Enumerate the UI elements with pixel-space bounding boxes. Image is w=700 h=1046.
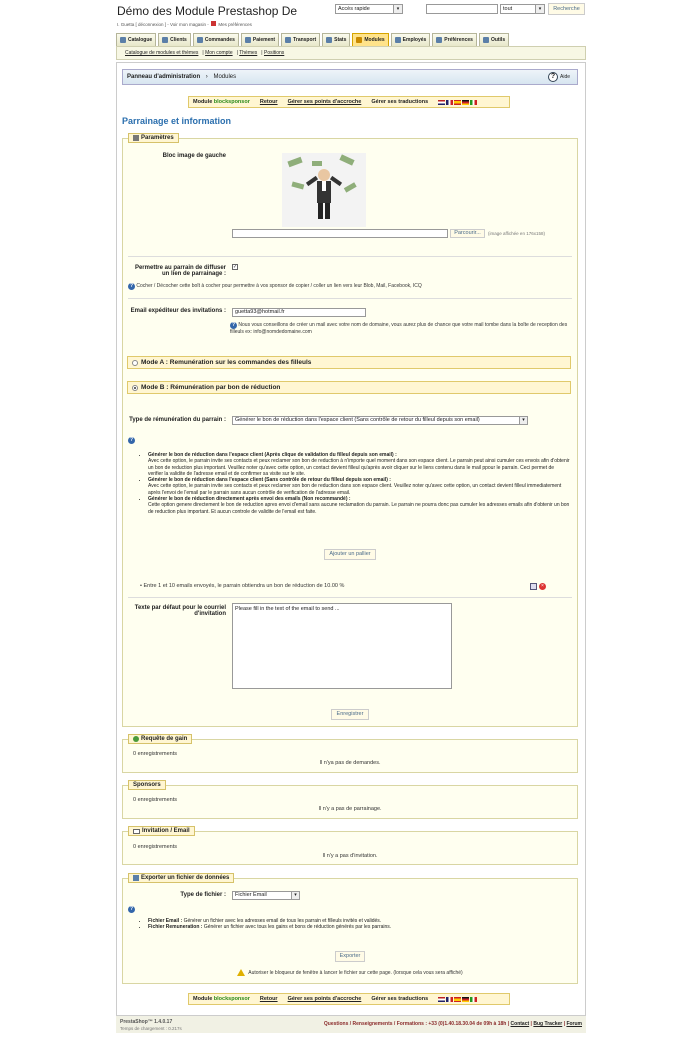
allow-link-help <box>128 283 568 290</box>
invitations-empty: Il n'y a pas d'invitation. <box>322 853 378 859</box>
flag-es-icon[interactable] <box>454 100 461 105</box>
sender-email-label: Email expéditeur des invitations : <box>130 308 226 314</box>
browse-button[interactable]: Parcourir... <box>450 229 485 238</box>
help-icon: ? <box>129 906 134 912</box>
tab-label: Préférences <box>444 37 473 43</box>
remuneration-help <box>128 437 135 444</box>
option-title: Générer le bon de réduction dans l'espace client (Après clique de validation du filleul depuis son email) : <box>148 452 397 458</box>
money-icon <box>133 736 139 742</box>
option-title: Générer le bon de réduction dans l'espace client (Sans contrôle de retour du filleul depuis son email) : <box>148 477 391 484</box>
subnav-themes[interactable]: Thèmes <box>239 50 258 56</box>
stats-icon <box>326 37 332 43</box>
image-label: Bloc image de gauche <box>162 153 226 159</box>
footer-links: Questions / Renseignements / Formations : +33 (0)1.40.18.30.04 de 09h à 18h | Contact | Bug Tracker | Forum <box>323 1021 582 1027</box>
flag-links <box>438 997 477 1002</box>
tools-icon <box>483 37 489 43</box>
tab-outils[interactable] <box>479 33 509 46</box>
hooks-link[interactable]: Gérer ses points d'accroche <box>287 99 362 105</box>
export-item-title: Fichier Remuneration : <box>148 924 203 931</box>
tab-paiement[interactable] <box>241 33 279 46</box>
sponsors-count: 0 enregistrements <box>133 797 178 803</box>
requests-empty: Il n'ya pas de demandes. <box>319 760 381 766</box>
export-items-list <box>140 918 570 931</box>
module-toolbar-top <box>188 96 510 108</box>
sender-email-input[interactable]: guetta93@hotmail.fr <box>232 308 366 317</box>
export-warning-text: Autoriser le bloqueur de fenêtre à lancer le fichier sur cette page. (lorsque cela vous sera affiché) <box>248 969 463 976</box>
allow-link-checkbox[interactable]: ✓ <box>233 264 238 270</box>
subnav-mon-compte[interactable]: Mon compte <box>205 50 233 56</box>
prefs-link[interactable]: Mes préférences <box>218 22 252 27</box>
export-help <box>128 906 135 913</box>
list-item <box>148 924 570 930</box>
shop-title: Démo des Module Prestashop De <box>117 4 298 18</box>
tab-catalogue[interactable] <box>116 33 156 46</box>
module-name: blocksponsor <box>213 996 250 1002</box>
subnav-positions[interactable]: Positions <box>263 50 285 56</box>
tier-rule-text: Entre 1 et 10 emails envoyés, le parrain obtiendra un bon de réduction de 10.00 % <box>143 583 345 589</box>
tab-label: Catalogue <box>128 37 153 43</box>
tab-label: Outils <box>490 37 506 43</box>
export-legend <box>128 873 234 883</box>
hooks-link[interactable]: Gérer ses points d'accroche <box>287 996 362 1002</box>
help-icon: ? <box>231 322 236 328</box>
separator <box>128 298 572 299</box>
tab-label: Transport <box>293 37 317 43</box>
list-item <box>148 477 570 496</box>
mode-b-header[interactable] <box>127 381 571 394</box>
tier-rule: • Entre 1 et 10 emails envoyés, le parrain obtiendra un bon de réduction de 10.00 % <box>140 583 345 589</box>
params-legend <box>128 133 179 143</box>
requests-legend-text: Requête de gain <box>141 735 188 742</box>
module-name-label <box>193 994 250 1004</box>
option-title: Générer le bon de réduction directement après envoi des emails (Non recommandé) : <box>148 496 351 503</box>
file-type-value: Fichier Email <box>235 892 267 898</box>
catalog-icon <box>120 37 126 43</box>
search-input[interactable] <box>426 4 498 14</box>
sub-navigation: Catalogue de modules et thèmes | Mon compte | Thèmes | Positions <box>116 46 586 60</box>
mode-a-radio[interactable] <box>132 360 138 366</box>
invitations-legend <box>128 826 195 836</box>
footer-load-time: Temps de chargement : 0.217s <box>120 1026 182 1031</box>
orders-icon <box>197 37 203 43</box>
help-button[interactable] <box>548 72 574 83</box>
footer <box>116 1015 586 1033</box>
tab-label: Employés <box>402 37 427 43</box>
separator <box>128 256 572 257</box>
footer-forum-link[interactable]: Forum <box>566 1021 582 1027</box>
help-icon: ? <box>129 283 134 289</box>
help-icon: ? <box>129 437 134 443</box>
chevron-down-icon: ▾ <box>393 5 402 13</box>
search-button[interactable]: Recherche <box>548 3 585 15</box>
requests-fieldset <box>122 739 578 773</box>
help-label: Aide <box>560 74 571 80</box>
flag-en-icon[interactable] <box>438 100 445 105</box>
list-item <box>148 496 570 515</box>
chevron-down-icon: ▾ <box>519 417 527 424</box>
tab-label: Modules <box>364 37 385 43</box>
module-name-label <box>193 97 250 107</box>
export-item-text: Générer un fichier avec tous les gains et bons de réduction générés par les parrains. <box>203 924 392 931</box>
back-link[interactable]: Retour <box>259 99 278 105</box>
module-prefix: Module <box>193 996 213 1002</box>
translations-label: Gérer ses traductions <box>371 99 429 105</box>
sender-email-help-text: Nous vous conseillons de créer un mail avec votre nom de domaine, vous aurez plus de chance que votre mail tombe dans la boîte de reception des filleuls ex: info@nomdedomaine.com <box>230 322 568 335</box>
tab-modules[interactable] <box>352 33 388 46</box>
export-item-title: Fichier Email : <box>148 918 183 924</box>
mode-a-label: Mode A : Remunération sur les commandes des filleuls <box>141 359 312 366</box>
footer-version: PrestaShop™ 1.4.0.17 <box>120 1019 173 1025</box>
tab-label: Stats <box>334 37 347 43</box>
flag-it-icon[interactable] <box>470 997 477 1002</box>
flag-fr-icon[interactable] <box>446 997 453 1002</box>
mode-b-label: Mode B : Rémunération par bon de réduction <box>141 384 281 391</box>
truck-icon <box>285 37 291 43</box>
module-prefix: Module <box>193 99 213 105</box>
subnav-catalogue-modules[interactable]: Catalogue de modules et thèmes <box>125 50 199 56</box>
user-links[interactable]: I. Guetta [ déconnexion ] - Voir mon magasin - <box>117 22 209 27</box>
invitations-legend-text: Invitation / Email <box>142 827 190 834</box>
flag-links <box>438 100 477 105</box>
flag-de-icon[interactable] <box>462 997 469 1002</box>
default-text-area[interactable]: Please fill in the text of the email to send ... <box>232 603 452 689</box>
allow-link-label: Permettre au parrain de diffuser un lien de parrainage : <box>134 265 226 277</box>
tab-label: Commandes <box>204 37 235 43</box>
sponsor-image <box>282 153 366 227</box>
email-icon <box>133 829 140 834</box>
remuneration-type-value: Générer le bon de réduction dans l'espace client (Sans contrôle de retour du filleul depuis son email) <box>235 417 480 423</box>
breadcrumb-root[interactable]: Panneau d'administration <box>127 74 201 80</box>
option-text: Avec cette option, le parrain invite ses contacts et peux reclamer son bon de reduction à n'importe quel moment dans son espace client. Le parrain peut ainsi cumuler ces envois afin d'obtenir un bon de reduction plus important. Veuillez noter qu'avec cette option, un contact devient filleul qu'après avoir cliquer sur le liens contenu dans le mail ppour le parrain. Ceci permet de verifier la validite de l'adresse email et de confirmer sa visite sur le site. <box>148 458 570 477</box>
modules-icon <box>356 37 362 43</box>
export-button[interactable]: Exporter <box>335 951 365 962</box>
module-toolbar-bottom <box>188 993 510 1005</box>
search-scope-select[interactable] <box>500 4 545 14</box>
allow-link-help-text: Cocher / Décocher cette boît à cocher pour permettre à vos sponsor de copier / coller un lien vers leur Blob, Mail, Facebook, ICQ <box>136 283 422 289</box>
tab-clients[interactable] <box>158 33 191 46</box>
option-text: Cette option genere directement le bon de reduction apres envoi d'email sans aucune reclamation du parrain. Le parrain ne pourra donc pas cumuler les adresses emails afin d'obtenir un bon de reduction plus important. Et aucun controle de validite de l'email est faite. <box>148 502 570 515</box>
breadcrumb-current: Modules <box>213 74 237 80</box>
quick-access-value: Accès rapide <box>338 6 370 12</box>
remuneration-type-select[interactable] <box>232 416 528 425</box>
invitations-fieldset <box>122 831 578 865</box>
sender-email-help <box>128 322 568 336</box>
flag-de-icon[interactable] <box>462 100 469 105</box>
export-item-text: Générer un fichier avec les adresses email de tous les parrain et filleuls invités et validés. <box>183 918 382 924</box>
tab-label: Paiement <box>252 37 276 43</box>
chevron-right-icon: › <box>205 74 208 80</box>
footer-support-text: Questions / Renseignements / Formations : +33 (0)1.40.18.30.04 de 09h à 18h <box>323 1021 507 1027</box>
export-icon <box>133 875 139 881</box>
payment-icon <box>245 37 251 43</box>
delete-icon[interactable]: × <box>539 583 546 590</box>
flag-es-icon[interactable] <box>454 997 461 1002</box>
remuneration-options-list <box>140 452 570 515</box>
settings-icon <box>436 37 442 43</box>
sponsors-empty: Il n'y a pas de parrainage. <box>318 806 382 812</box>
list-item <box>148 452 570 477</box>
requests-count: 0 enregistrements <box>133 751 178 757</box>
remuneration-type-label: Type de rémunération du parrain : <box>129 417 226 423</box>
default-text-label: Texte par défaut pour le courriel d'invitation <box>134 605 226 617</box>
prefs-icon <box>211 21 216 26</box>
requests-legend <box>128 734 192 744</box>
params-legend-text: Paramètres <box>141 134 174 141</box>
module-name: blocksponsor <box>213 99 250 105</box>
businessman-money-icon <box>282 153 366 227</box>
chevron-down-icon: ▾ <box>291 892 299 899</box>
translations-label: Gérer ses traductions <box>371 996 429 1002</box>
employee-icon <box>395 37 401 43</box>
help-icon: ? <box>548 72 558 82</box>
search-scope-value: tout <box>503 6 513 12</box>
sponsors-fieldset <box>122 785 578 819</box>
tab-preferences[interactable] <box>432 33 477 46</box>
file-type-label: Type de fichier : <box>180 892 226 898</box>
users-icon <box>162 37 168 43</box>
warning-icon <box>237 969 245 976</box>
flag-it-icon[interactable] <box>470 100 477 105</box>
option-text: Avec cette option, le parrain invite ses contacts et peux reclamer son bon de reduction dans son espace client. Veuillez noter qu'avec cette option, un contact devient filleul immediatement après l'envoi de l'email par le parrain sans aucun contrôle de verification de l'adresse email. <box>148 483 562 496</box>
settings-icon <box>133 135 139 141</box>
tab-stats[interactable] <box>322 33 350 46</box>
edit-icon[interactable] <box>530 583 537 590</box>
invitations-count: 0 enregistrements <box>133 844 178 850</box>
mode-b-radio[interactable] <box>132 385 138 391</box>
file-type-select[interactable] <box>232 891 300 900</box>
flag-en-icon[interactable] <box>438 997 445 1002</box>
add-tier-button[interactable]: Ajouter un pallier <box>324 549 376 560</box>
footer-contact-link[interactable]: Contact <box>510 1021 530 1027</box>
sponsors-legend-text: Sponsors <box>133 781 161 788</box>
main-tabs <box>116 33 509 46</box>
export-legend-text: Exporter un fichier de données <box>141 874 230 881</box>
tab-commandes[interactable] <box>193 33 239 46</box>
sponsors-legend <box>128 780 166 790</box>
back-link[interactable]: Retour <box>259 996 278 1002</box>
export-warning <box>122 969 578 976</box>
save-button[interactable]: Enregistrer <box>331 709 369 720</box>
user-line <box>117 21 252 27</box>
breadcrumb <box>122 69 578 85</box>
tab-transport[interactable] <box>281 33 320 46</box>
page-title: Parrainage et information <box>122 116 232 126</box>
mode-a-header[interactable] <box>127 356 571 369</box>
image-file-input[interactable] <box>232 229 448 238</box>
quick-access-select[interactable] <box>335 4 403 14</box>
tab-label: Clients <box>170 37 187 43</box>
tab-employes[interactable] <box>391 33 431 46</box>
flag-fr-icon[interactable] <box>446 100 453 105</box>
footer-bug-link[interactable]: Bug Tracker <box>533 1021 563 1027</box>
chevron-down-icon: ▾ <box>535 5 544 13</box>
image-size-note: (image affichée en 176x158) <box>488 231 545 236</box>
separator <box>128 597 572 598</box>
